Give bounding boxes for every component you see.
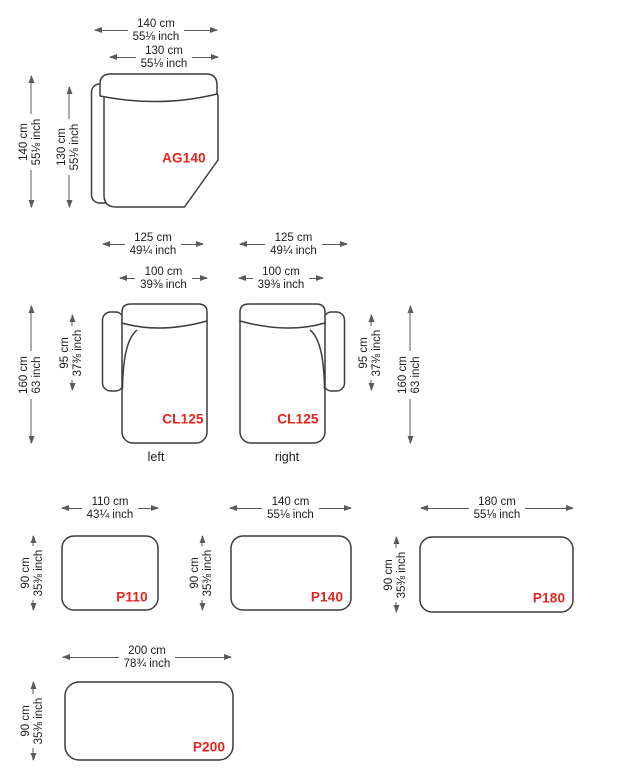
dim-arrow-right xyxy=(319,508,351,509)
dim-arrow-left xyxy=(421,508,469,509)
dim-inch: 55⅛ inch xyxy=(267,508,314,521)
dim-inch: 55⅛ inch xyxy=(473,508,521,521)
p140-height-dim xyxy=(180,536,224,610)
ag140-height-inner-dim xyxy=(47,87,91,207)
dim-arrow-right xyxy=(175,657,231,658)
dim-label xyxy=(135,266,192,292)
dim-arrow-up xyxy=(33,682,34,694)
dim-inch: 55⅛ inch xyxy=(140,57,188,70)
dim-arrow-down xyxy=(33,748,34,760)
dim-cm: 160 cm xyxy=(397,355,409,394)
dim-arrow-left xyxy=(230,508,262,509)
dim-arrow-down xyxy=(31,399,32,444)
cl125-left-label: CL125 xyxy=(162,411,204,427)
dim-arrow-left xyxy=(95,30,128,31)
dim-arrow-down xyxy=(72,380,73,391)
dim-arrow-up xyxy=(31,76,32,114)
dim-cm: 90 cm xyxy=(189,557,201,589)
dim-cm: 125 cm xyxy=(134,231,172,244)
dim-arrow-down xyxy=(371,380,372,391)
dim-inch: 63 inch xyxy=(31,355,43,394)
dim-inch: 49¼ inch xyxy=(270,244,317,257)
dim-label xyxy=(20,550,46,597)
dim-cm: 90 cm xyxy=(20,557,32,589)
dim-label xyxy=(358,329,384,376)
dim-cm: 130 cm xyxy=(56,128,68,166)
dim-cm: 140 cm xyxy=(137,17,175,30)
dim-label xyxy=(265,232,322,258)
dim-arrow-left xyxy=(239,278,253,279)
cl125-right-label: CL125 xyxy=(277,411,319,427)
dim-arrow-right xyxy=(192,278,207,279)
dim-inch: 35⅜ inch xyxy=(202,549,214,597)
dim-inch: 37⅜ inch xyxy=(72,329,84,376)
dim-arrow-up xyxy=(72,315,73,326)
dim-label xyxy=(262,496,319,522)
dim-arrow-left xyxy=(63,657,119,658)
dim-label xyxy=(383,551,409,598)
dim-inch: 55⅛ inch xyxy=(69,123,81,171)
p140-label: P140 xyxy=(310,589,344,605)
dim-cm: 90 cm xyxy=(383,558,395,591)
dim-arrow-right xyxy=(192,57,218,58)
dim-label xyxy=(20,698,46,745)
cl125-right-width-outer-dim xyxy=(240,231,347,258)
ag140-width-outer-dim xyxy=(95,17,217,44)
dim-arrow-right xyxy=(309,278,323,279)
cl125-right-height-inner-dim xyxy=(349,315,393,390)
dim-cm: 110 cm xyxy=(91,495,129,508)
dim-cm: 95 cm xyxy=(358,336,370,369)
dim-inch: 49¼ inch xyxy=(129,244,177,257)
cl125-right-height-outer-dim xyxy=(388,306,432,443)
dim-cm: 100 cm xyxy=(144,265,183,278)
dim-inch: 37⅜ inch xyxy=(371,329,383,376)
p180-label: P180 xyxy=(532,590,566,606)
dim-cm: 180 cm xyxy=(478,495,516,508)
dim-label xyxy=(18,356,44,394)
dim-label xyxy=(469,496,526,522)
dim-arrow-up xyxy=(33,536,34,546)
dim-label xyxy=(189,550,215,597)
dim-cm: 125 cm xyxy=(274,231,313,244)
dim-cm: 95 cm xyxy=(59,336,71,369)
cl125-left-height-outer-dim xyxy=(9,306,53,443)
p110-width-dim xyxy=(62,495,158,522)
dim-arrow-down xyxy=(202,600,203,610)
dim-inch: 63 inch xyxy=(410,355,422,394)
dim-label xyxy=(136,45,193,71)
cl125-left-height-inner-dim xyxy=(50,315,94,390)
dim-label xyxy=(125,232,182,258)
dim-cm: 130 cm xyxy=(145,44,183,57)
dim-arrow-up xyxy=(69,87,70,119)
dim-arrow-left xyxy=(62,508,82,509)
dim-arrow-up xyxy=(31,306,32,351)
dim-arrow-down xyxy=(31,170,32,208)
ag140-width-inner-dim xyxy=(110,44,218,71)
dim-label xyxy=(56,124,82,171)
dim-cm: 100 cm xyxy=(262,265,300,278)
dim-label xyxy=(59,329,85,376)
dim-arrow-left xyxy=(120,278,135,279)
dim-cm: 90 cm xyxy=(20,705,32,737)
dim-inch: 35⅜ inch xyxy=(33,549,45,597)
dim-label xyxy=(18,118,44,165)
dim-inch: 39⅜ inch xyxy=(140,278,187,291)
dim-arrow-right xyxy=(184,30,217,31)
p110-height-dim xyxy=(11,536,55,610)
dim-cm: 160 cm xyxy=(18,355,30,394)
dim-cm: 200 cm xyxy=(128,644,166,657)
cl125-right-width-inner-dim xyxy=(239,265,323,292)
dim-label xyxy=(397,356,423,394)
ag140-label: AG140 xyxy=(162,150,206,166)
dim-arrow-left xyxy=(240,244,265,245)
p110-label: P110 xyxy=(116,589,148,605)
dim-inch: 55⅛ inch xyxy=(132,30,180,43)
dim-arrow-up xyxy=(410,306,411,351)
dim-cm: 140 cm xyxy=(18,122,30,161)
dim-arrow-right xyxy=(181,244,203,245)
dim-label xyxy=(128,18,185,44)
cl125-right-caption: right xyxy=(274,450,300,464)
p180-height-dim xyxy=(374,537,418,612)
dim-label xyxy=(253,266,310,292)
dim-arrow-left xyxy=(110,57,136,58)
dim-arrow-down xyxy=(33,600,34,610)
cl125-left-width-inner-dim xyxy=(120,265,207,292)
dim-inch: 43¼ inch xyxy=(86,508,134,521)
dim-arrow-right xyxy=(322,244,347,245)
dim-cm: 140 cm xyxy=(271,495,310,508)
dim-arrow-up xyxy=(396,537,397,548)
dim-inch: 39⅜ inch xyxy=(257,278,305,291)
dim-label xyxy=(82,496,139,522)
dim-inch: 35⅜ inch xyxy=(396,551,408,598)
p200-width-dim xyxy=(63,644,231,671)
ag140-outline xyxy=(92,74,219,207)
dim-arrow-up xyxy=(371,315,372,326)
dim-inch: 35⅜ inch xyxy=(33,697,45,745)
cl125-left-width-outer-dim xyxy=(103,231,203,258)
dim-inch: 55⅛ inch xyxy=(31,118,43,165)
dim-arrow-down xyxy=(69,175,70,207)
dim-arrow-left xyxy=(103,244,125,245)
p140-width-dim xyxy=(230,495,351,522)
dim-arrow-down xyxy=(410,399,411,444)
p200-height-dim xyxy=(11,682,55,760)
dim-arrow-right xyxy=(525,508,573,509)
dim-inch: 78¾ inch xyxy=(123,657,171,670)
p180-width-dim xyxy=(421,495,573,522)
cl125-left-caption: left xyxy=(147,450,165,464)
dim-arrow-down xyxy=(396,602,397,613)
dim-label xyxy=(119,645,176,671)
dim-arrow-up xyxy=(202,536,203,546)
p200-label: P200 xyxy=(192,739,226,755)
dim-arrow-right xyxy=(138,508,158,509)
